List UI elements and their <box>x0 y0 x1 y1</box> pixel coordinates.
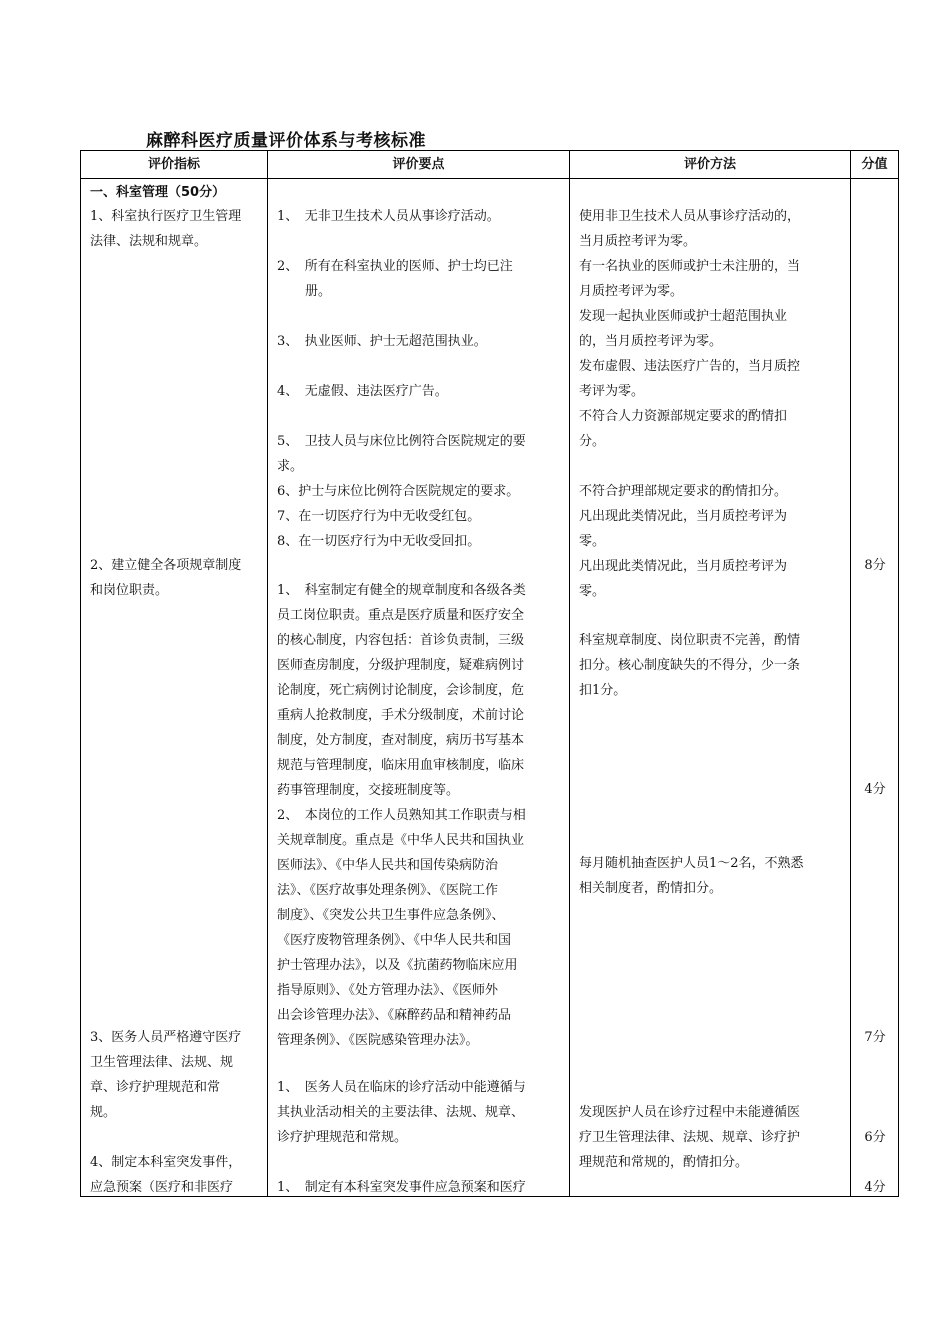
score-value: 4分 <box>864 1180 886 1195</box>
point-3-1: 1、 医务人员在临床的诊疗活动中能遵循与 其执业活动相关的主要法律、法规、规章、 诊疗护理规范和常规。 <box>277 1080 526 1145</box>
point-1: 1、 无非卫生技术人员从事诊疗活动。 <box>277 209 500 224</box>
point-3: 3、 执业医师、护士无超范围执业。 <box>277 334 487 349</box>
header-indicator: 评价指标 <box>147 157 200 172</box>
method-3-1: 发现医护人员在诊疗过程中未能遵循医 疗卫生管理法律、法规、规章、诊疗护 理规范和常规的，酌情扣分。 <box>579 1105 801 1170</box>
method-2-2: 每月随机抽查医护人员1～2名，不熟悉 相关制度者，酌情扣分。 <box>579 856 804 896</box>
header-method: 评价方法 <box>683 157 736 172</box>
header-points: 评价要点 <box>392 157 445 172</box>
score-value: 8分 <box>864 558 886 573</box>
evaluation-table <box>80 150 899 1197</box>
column-divider <box>267 151 268 1196</box>
score-value: 4分 <box>864 782 886 797</box>
point-2-1: 1、 科室制定有健全的规章制度和各级各类 员工岗位职责。重点是医疗质量和医疗安全 的核心制度，内容包括：首诊负责制，三级 医师查房制度，分级护理制度，疑难病例讨 论制度，死亡病例讨论制度，会诊制度，危 重病人抢救制度，手术分级制度，术前讨论 制度，处方制度，查对制度，病历书写基本 规范与管理制度，临床用血审核制度，临床 药事管理制度，交接班制度等。 2、 本岗位的工作人员熟知其工作职责与相 关规章制度。重点是《中华人民共和国执业 医师法》、《中华人民共和国传染病防治 法》、《医疗故事处理条例》、《医院工作 制度》、《突发公共卫生事件应急条例》、 《医疗废物管理条例》、《中华人民共和国 护士管理办法》，以及《抗菌药物临床应用 指导原则》、《处方管理办法》、《医师外 出会诊管理办法》、《麻醉药品和精神药品 管理条例》、《医院感染管理办法》。 <box>277 583 526 1048</box>
indicator-2: 2、建立健全各项规章制度 和岗位职责。 <box>90 558 242 598</box>
point-2: 2、 所有在科室执业的医师、护士均已注 册。 <box>277 259 513 299</box>
header-divider <box>81 178 898 179</box>
method-2-1: 科室规章制度、岗位职责不完善，酌情 扣分。核心制度缺失的不得分，少一条 扣1分。 <box>579 633 801 698</box>
section-heading: 一、科室管理（50分） <box>90 185 226 200</box>
point-5-8: 5、 卫技人员与床位比例符合医院规定的要 求。 6、护士与床位比例符合医院规定的要求。 7、在一切医疗行为中无收受红包。 8、在一切医疗行为中无收受回扣。 <box>277 434 526 549</box>
score-value: 6分 <box>864 1130 886 1145</box>
indicator-4: 4、制定本科室突发事件， 应急预案（医疗和非医疗 <box>90 1155 242 1195</box>
indicator-1: 1、科室执行医疗卫生管理 法律、法规和规章。 <box>90 209 242 249</box>
point-4-1: 1、 制定有本科室突发事件应急预案和医疗 <box>277 1180 526 1195</box>
score-value: 7分 <box>864 1030 886 1045</box>
method-1-5: 使用非卫生技术人员从事诊疗活动的， 当月质控考评为零。 有一名执业的医师或护士未注册的，当 月质控考评为零。 发现一起执业医师或护士超范围执业 的，当月质控考评为零。 发布虚假、违法医疗广告的，当月质控 考评为零。 不符合人力资源部规定要求的酌情扣 分。 <box>579 209 801 449</box>
column-divider <box>569 151 570 1196</box>
header-score: 分值 <box>861 157 888 172</box>
document-title: 麻醉科医疗质量评价体系与考核标准 <box>146 131 426 151</box>
method-6-8: 不符合护理部规定要求的酌情扣分。 凡出现此类情况此，当月质控考评为 零。 凡出现此类情况此，当月质控考评为 零。 <box>579 484 788 599</box>
indicator-3: 3、医务人员严格遵守医疗 卫生管理法律、法规、规 章、诊疗护理规范和常 规。 <box>90 1030 242 1120</box>
point-4: 4、 无虚假、违法医疗广告。 <box>277 384 448 399</box>
